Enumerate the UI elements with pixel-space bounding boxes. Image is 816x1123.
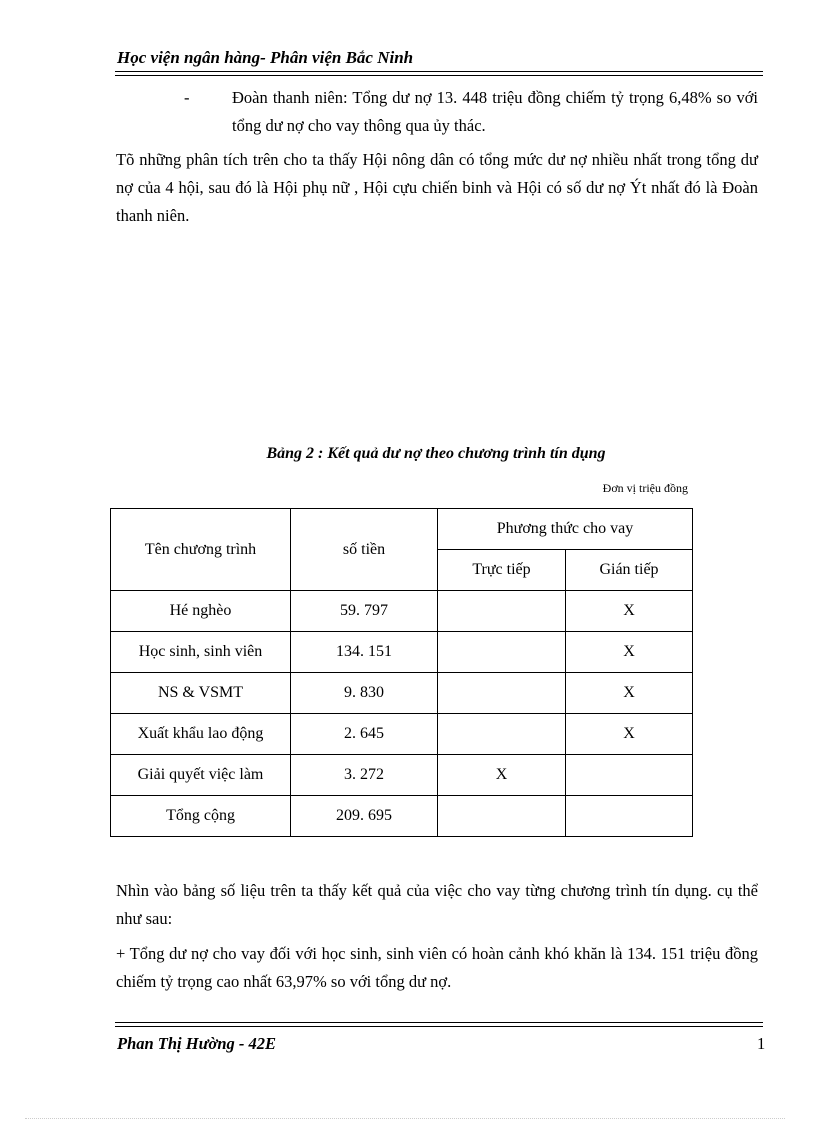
table-row [111,673,693,714]
paragraph-student-loans: + Tổng dư nợ cho vay đối với học sinh, sinh viên có hoàn cảnh khó khăn là 134. 151 triệu đồng chiếm tỷ trọng cao nhất 63,97% so với tổng dư nợ. [116,944,758,991]
cell-indirect: X [566,632,693,673]
bullet-marker: - [184,88,190,107]
cell-program: Giải quyết việc làm [111,755,291,796]
paragraph-analysis: Tõ những phân tích trên cho ta thấy Hội nông dân có tổng mức dư nợ nhiều nhất trong tổng dư nợ của 4 hội, sau đó là Hội phụ nữ , Hội cựu chiến binh và Hội có số dư nợ Ýt nhất đó là Đoàn thanh niên. [116,150,758,225]
footer-rule-bottom [115,1026,763,1027]
cell-amount: 9. 830 [291,673,438,714]
header-indirect: Gián tiếp [566,550,693,591]
header-method: Phương thức cho vay [438,509,693,550]
table-row-total [111,796,693,837]
header-program: Tên chương trình [111,509,291,591]
table-unit: Đơn vị triệu đồng [602,481,688,495]
page-header-title: Học viện ngân hàng- Phân viện Bắc Ninh [117,48,414,67]
cell-program: Tổng cộng [111,796,291,837]
table-row [111,632,693,673]
cell-amount: 59. 797 [291,591,438,632]
cell-amount: 209. 695 [291,796,438,837]
cell-amount: 134. 151 [291,632,438,673]
cell-amount: 2. 645 [291,714,438,755]
header-direct: Trực tiếp [438,550,566,591]
cell-program: NS & VSMT [111,673,291,714]
cell-program: Xuất khẩu lao động [111,714,291,755]
credit-program-table [110,508,693,837]
header-rule-bottom [115,75,763,76]
bullet-text: Đoàn thanh niên: Tổng dư nợ 13. 448 triệu đồng chiếm tỷ trọng 6,48% so với tổng dư nợ cho vay thông qua ủy thác. [232,88,758,135]
page-bottom-divider [25,1118,785,1119]
cell-indirect [566,796,693,837]
cell-program: Học sinh, sinh viên [111,632,291,673]
cell-indirect: X [566,714,693,755]
footer-rule-top [115,1022,763,1023]
cell-direct [438,632,566,673]
cell-direct: X [438,755,566,796]
cell-indirect [566,755,693,796]
page-number: 1 [757,1034,766,1053]
footer-author: Phan Thị Hường - 42E [117,1034,277,1053]
cell-indirect: X [566,591,693,632]
table-row [111,755,693,796]
cell-indirect: X [566,673,693,714]
cell-amount: 3. 272 [291,755,438,796]
cell-direct [438,796,566,837]
cell-direct [438,673,566,714]
table-row [111,714,693,755]
cell-program: Hé nghèo [111,591,291,632]
header-rule-top [115,71,763,72]
cell-direct [438,591,566,632]
paragraph-table-intro: Nhìn vào bảng số liệu trên ta thấy kết quả của việc cho vay từng chương trình tín dụng. cụ thể như sau: [116,881,758,928]
header-amount: số tiền [291,509,438,591]
cell-direct [438,714,566,755]
table-row [111,591,693,632]
table-title: Bảng 2 : Kết quả dư nợ theo chương trình tín dụng [266,445,606,462]
